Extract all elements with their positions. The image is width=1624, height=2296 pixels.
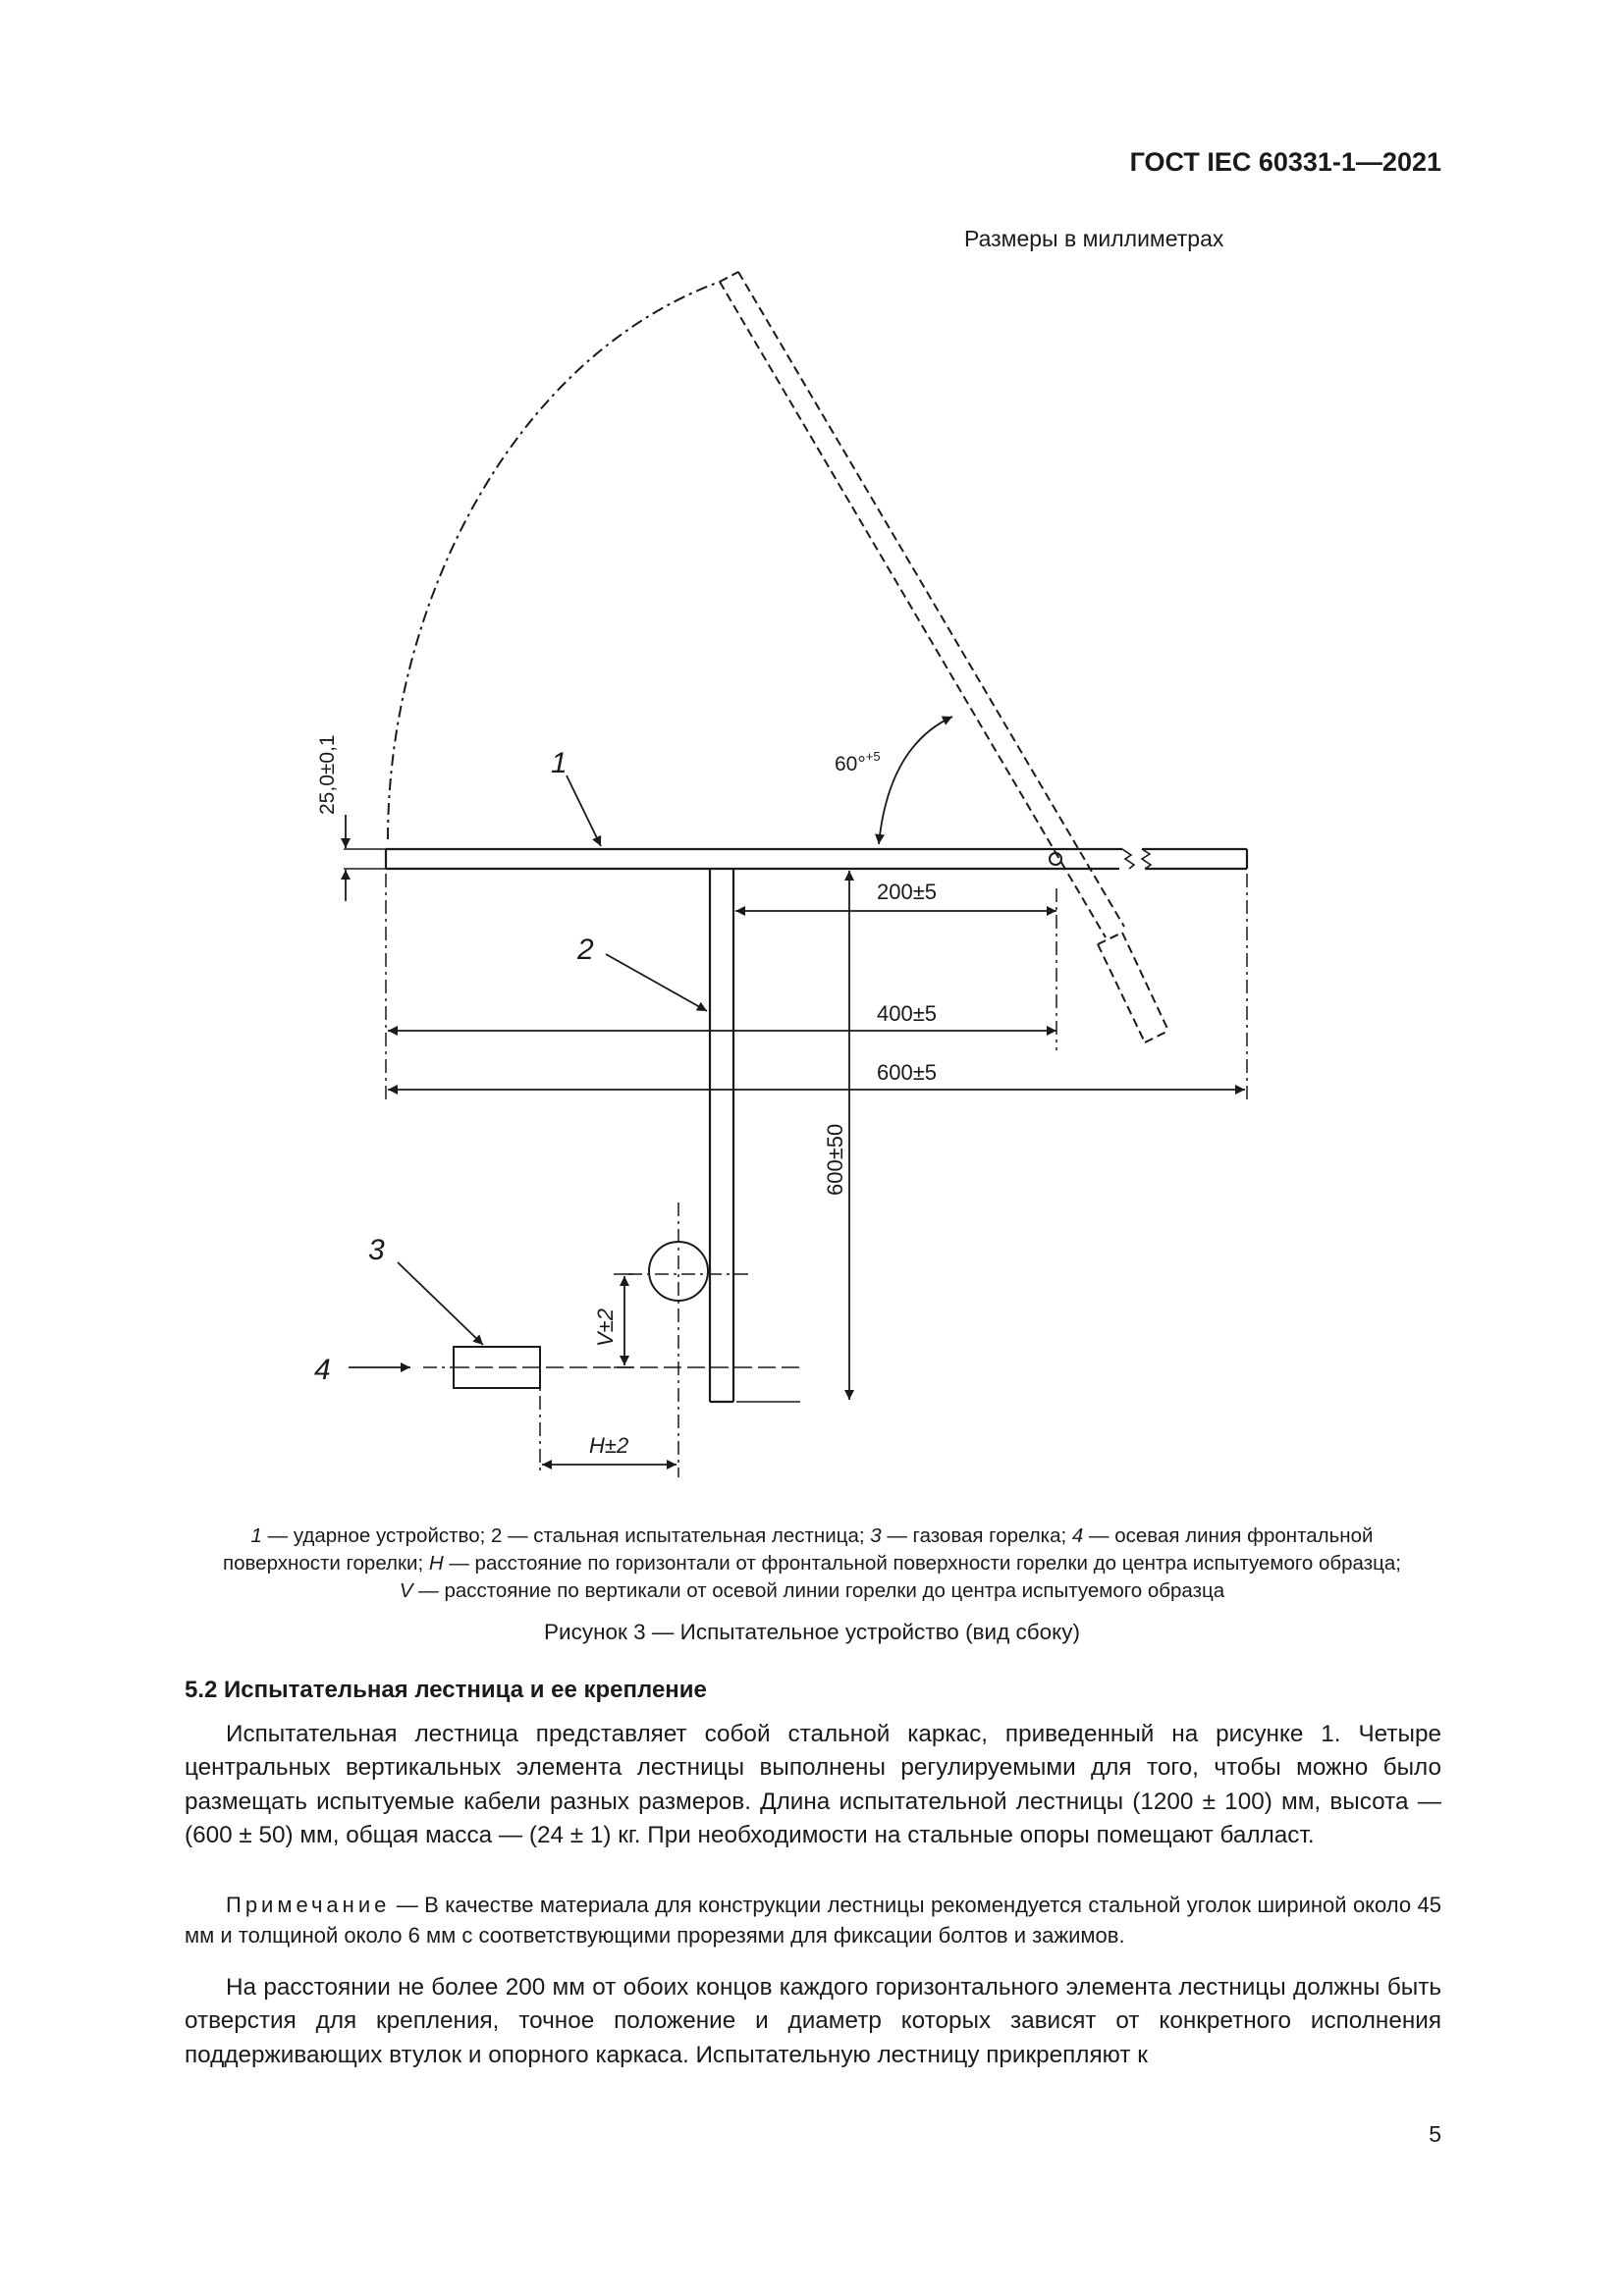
dim-label-25: 25,0±0,1 xyxy=(316,734,339,815)
dim-label-h: H±2 xyxy=(589,1433,629,1458)
dim-label-200: 200±5 xyxy=(877,880,938,904)
callout-1: 1 xyxy=(551,747,568,779)
legend-num-4: 4 xyxy=(1071,1524,1084,1547)
paragraph-2-text: На расстоянии не более 200 мм от обоих концов каждого горизонтального элемента лестницы должны быть отверстия для крепления, точное положение и диаметр которых зависят от конкретного исполнения поддерживающих втулок и опорного каркаса. Испытательную лестницу прикрепляют к xyxy=(185,1974,1441,2068)
legend-num-3: 3 xyxy=(870,1524,882,1547)
note-paragraph xyxy=(185,1890,1441,1950)
paragraph-1-text: Испытательная лестница представляет собой стальной каркас, приведенный на рисунке 1. Четыре центральных вертикальных элемента лестницы выполнены регулируемыми для того, чтобы можно было размещать испытуемые кабели разных размеров. Длина испытательной лестницы (1200 ± 100) мм, высота — (600 ± 50) мм, общая масса — (24 ± 1) кг. При необходимости на стальные опоры помещают балласт. xyxy=(185,1721,1441,1848)
dim-label-600: 600±5 xyxy=(877,1060,938,1085)
legend-text-5: поверхности горелки; xyxy=(223,1552,429,1575)
legend-text-4: — осевая линия фронтальной xyxy=(1083,1524,1374,1547)
legend-line-3 xyxy=(128,1577,1496,1605)
dim-label-400: 400±5 xyxy=(877,1001,938,1026)
callout-2: 2 xyxy=(577,934,594,966)
paragraph-1 xyxy=(185,1718,1441,1852)
angle-arc xyxy=(879,717,952,844)
legend-symbol-h: H xyxy=(428,1552,444,1575)
legend-line-2 xyxy=(128,1550,1496,1577)
dim-label-height: 600±50 xyxy=(823,1123,847,1196)
legend-line-1 xyxy=(128,1522,1496,1550)
figure-legend xyxy=(128,1522,1496,1605)
legend-text-v: — расстояние по вертикали от осевой линии горелки до центра испытуемого образца xyxy=(412,1579,1225,1602)
figure-caption: Рисунок 3 — Испытательное устройство (вид сбоку) xyxy=(544,1620,1080,1644)
leader-2 xyxy=(606,954,707,1011)
leader-3 xyxy=(398,1262,483,1345)
angle-tolerance: +5 xyxy=(865,749,881,764)
note-label: Примечание xyxy=(226,1893,391,1917)
dim-label-v: V±2 xyxy=(593,1308,618,1347)
impact-device-bar xyxy=(386,849,1247,869)
page-number: 5 xyxy=(1429,2121,1441,2147)
legend-symbol-v: V xyxy=(399,1579,413,1602)
legend-num-1: 1 xyxy=(250,1524,262,1547)
standard-header: ГОСТ IEC 60331-1—2021 xyxy=(1129,147,1441,177)
paragraph-2 xyxy=(185,1971,1441,2072)
pivot xyxy=(1050,853,1061,865)
callout-4: 4 xyxy=(314,1354,331,1386)
swung-impactor-bar xyxy=(720,272,1168,1042)
legend-text-1: — ударное устройство; 2 — стальная испытательная лестница; xyxy=(261,1524,871,1547)
callout-3: 3 xyxy=(368,1234,385,1266)
angle-label: 60°$^{+5}$ xyxy=(835,749,881,775)
leader-1 xyxy=(567,775,601,846)
test-ladder-vertical xyxy=(710,869,733,1402)
legend-text-3: — газовая горелка; xyxy=(881,1524,1072,1547)
section-heading: 5.2 Испытательная лестница и ее крепление xyxy=(185,1677,707,1703)
note-text: — В качестве материала для конструкции лестницы рекомендуется стальной уголок шириной около 45 мм и толщиной около 6 мм с соответствующими прорезями для фиксации болтов и зажимов. xyxy=(185,1893,1441,1948)
dimensions-note: Размеры в миллиметрах xyxy=(964,226,1224,251)
legend-text-h: — расстояние по горизонтали от фронтальной поверхности горелки до центра испытуемого образца; xyxy=(443,1552,1401,1575)
